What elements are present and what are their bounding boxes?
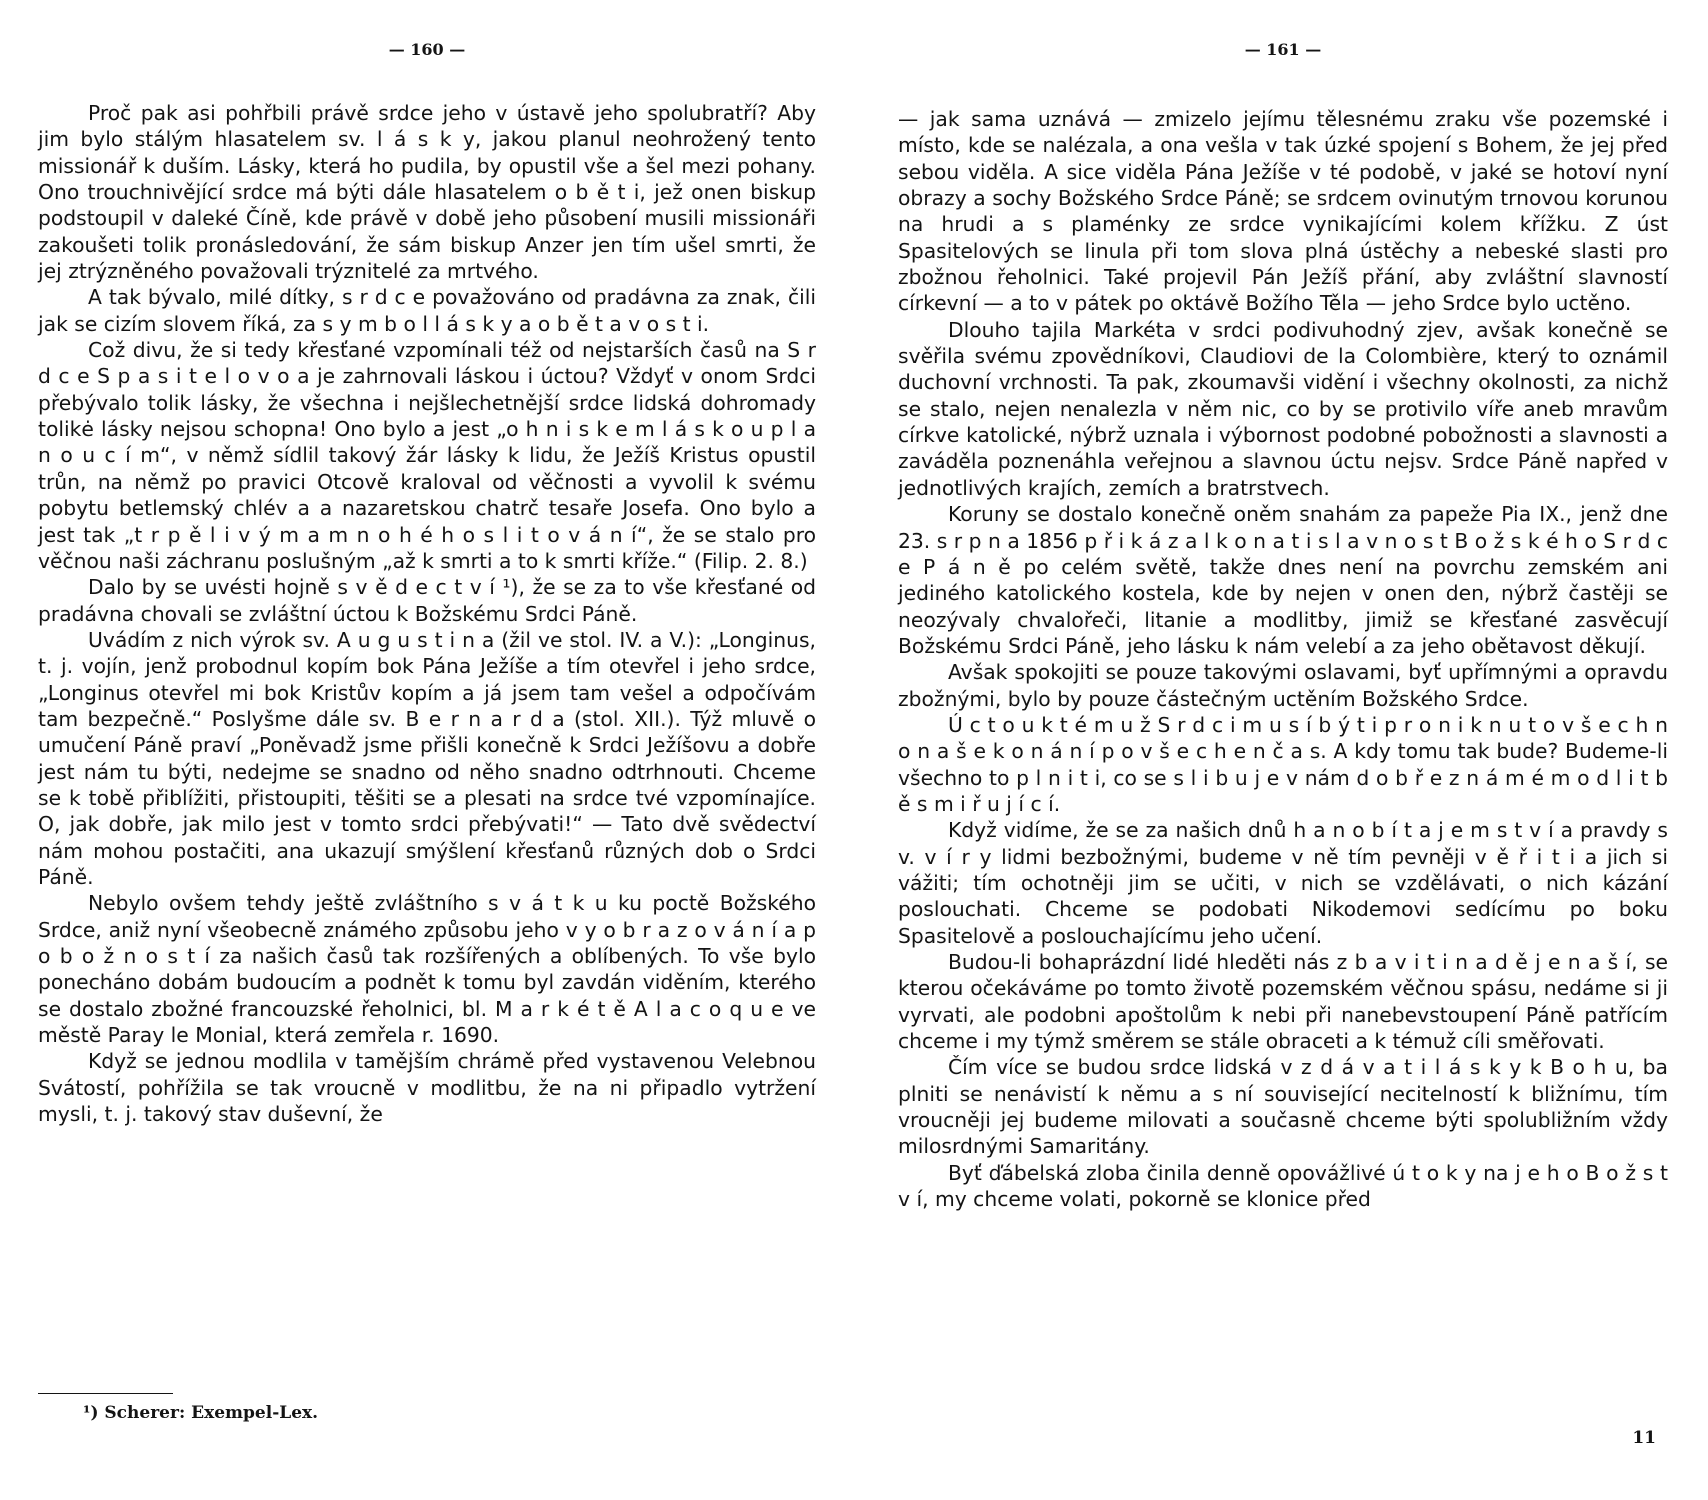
paragraph: Uvádím z nich výrok sv. A u g u s t i n a (žil ve stol. IV. a V.): „Longinus, t. j. vojín, jenž probodnul kopím bok Pána Ježíše a tím otevřel i jeho srdce, „Longinus otevřel mi bok Kristův kopím a já jsem tam vešel a odpočívám tam bezpečně.“ Poslyšme dále sv. B e r n a r d a (stol. XII.). Týž mluvě o umučení Páně praví „Poněvadž jsme přišli konečně k Srdci Ježíšovu a dobře jest nám tu býti, nedejme se snadno od něho snadno odtrhnouti. Chceme se k tobě přiblížiti, přistoupiti, těšiti se a plesati na srdce tvé vzpomínajíce. O, jak dobře, jak milo jest v tomto srdci přebývati!“ — Tato dvě svědectví nám mohou postačiti, ana ukazují smýšlení křesťanů různých dob o Srdci Páně. [38, 627, 816, 889]
right-page [898, 0, 1668, 1500]
paragraph: Čím více se budou srdce lidská v z d á v a t i l á s k y k B o h u, ba plniti se nenávistí k němu a s ní související necitelností k bližnímu, tím vroucněji jej budeme milovati a současně chceme býti spolubližním vždy milosrdnými Samaritány. [898, 1055, 1668, 1159]
paragraph-continued: — jak sama uznává — zmizelo jejímu tělesnému zraku vše pozemské i místo, kde se nalézala, a ona vešla v tak úzké spojení s Bohem, že jej před sebou viděla. A sice viděla Pána Ježíše v té podobě, v jaké se hotoví nyní obrazy a sochy Božského Srdce Páně; se srdcem ovinutým trnovou korunou na hrudi a s plaménky ze srdce vynikajícími kolem křížku. Z úst Spasitelových se linula při tom slova plná ústěchy a nebeské slasti pro zbožnou řeholnici. Také projevil Pán Ježíš přání, aby zvláštní slavností církevní — a to v pátek po oktávě Božího Těla — jeho Srdce bylo uctěno. [898, 107, 1668, 316]
paragraph: Když vidíme, že se za našich dnů h a n o b í t a j e m s t v í a pravdy s v. v í r y lidmi bezbožnými, budeme v ně tím pevněji v ě ř i t i a jich si vážiti; tím ochotněji jim se učiti, v nich se vzdělávati, o nich kázání poslouchati. Chceme se podobati Nikodemovi sedícímu po boku Spasitelově a poslouchajícímu jeho učení. [898, 818, 1668, 948]
paragraph: Byť ďábelská zloba činila denně opovážlivé ú t o k y na j e h o B o ž s t v í, my chceme volati, pokorně se klonice před [898, 1160, 1668, 1212]
paragraph: Nebylo ovšem tehdy ještě zvláštního s v á t k u ku poctě Božského Srdce, aniž nyní všeobecně známého způsobu jeho v y o b r a z o v á n í a p o b o ž n o s t í za našich časů tak rozšířených a oblíbených. To vše bylo ponecháno dobám budoucím a podnět k tomu byl zavdán viděním, kterého se dostalo zbožné francouzské řeholnici, bl. M a r k é t ě A l a c o q u e ve městě Paray le Monial, která zemřela r. 1690. [38, 891, 816, 1048]
paragraph: Dalo by se uvésti hojně s v ě d e c t v í ¹), že se za to vše křesťané od pradávna chovali se zvláštní úctou k Božskému Srdci Páně. [38, 575, 816, 626]
paragraph: Proč pak asi pohřbili právě srdce jeho v ústavě jeho spolubratří? Aby jim bylo stálým hlasatelem sv. l á s k y, jakou planul neohrožený tento missionář k duším. Lásky, která ho pudila, by opustil vše a šel mezi pohany. Ono trouchnivějící srdce má býti dále hlasatelem o b ě t i, jež onen biskup podstoupil v daleké Číně, kde právě v době jeho působení musili missionáři zakoušeti tolik pronásledování, že sám biskup Anzer jen tím ušel smrti, že jej ztrýzněného považovali trýznitelé za mrtvého. [38, 101, 816, 284]
footnote-rule [38, 1393, 173, 1394]
footnote: ¹) Scherer: Exempel-Lex. [83, 1403, 319, 1423]
paragraph: Což divu, že si tedy křesťané vzpomínali též od nejstarších časů na S r d c e S p a s i t e l o v o a je zahrnovali láskou i úctou? Vždyť v onom Srdci přebývalo tolik lásky, že všechna i nejšlechetnější srdce lidská dohromady tolikė lásky nejsou schopna! Ono bylo a jest „o h n i s k e m l á s k o u p l a n o u c í m“, v němž sídlil takový žár lásky k lidu, že Ježíš Kristus opustil trůn, na němž po pravici Otcově kraloval od věčnosti a vyvolil k svému pobytu betlemský chlév a a nazaretskou chatrč tesaře Josefa. Ono bylo a jest tak „t r p ě l i v ý m a m n o h é h o s l i t o v á n í“, že se stalo pro věčnou naši záchranu poslušným „až k smrti a to k smrti kříže.“ (Filip. 2. 8.) [38, 338, 816, 573]
paragraph: Dlouho tajila Markéta v srdci podivuhodný zjev, avšak konečně se svěřila svému zpovědníkovi, Claudiovi de la Colombière, který to oznámil duchovní vrchnosti. Ta pak, zkoumavši vidění i všechny okolnosti, za nichž se stalo, nejen nenalezla v něm nic, co by se protivilo víře aneb mravům církve katolické, nýbrž uznala i výbornost podobné pobožnosti a slavnosti a zaváděla poznenáhla veřejnou a slavnou úctu nejsv. Srdce Páně napřed v jednotlivých krajích, zemích a bratrstvech. [898, 317, 1668, 500]
paragraph: Když se jednou modlila v tamějším chrámě před vystavenou Velebnou Svátostí, pohřížila se tak vroucně v modlitbu, že na ni připadlo vytržení mysli, t. j. takový stav duševní, že [38, 1049, 816, 1127]
page-number: — 161 — [1244, 40, 1322, 59]
paragraph: A tak bývalo, milé dítky, s r d c e považováno od pradávna za znak, čili jak se cizím slovem říká, za s y m b o l l á s k y a o b ě t a v o s t i. [38, 285, 816, 336]
paragraph: Avšak spokojiti se pouze takovými oslavami, byť upřímnými a opravdu zbožnými, bylo by pouze částečným uctěním Božského Srdce. [898, 660, 1668, 711]
left-page [38, 0, 816, 1500]
body-text [38, 100, 816, 1127]
body-text [898, 106, 1668, 1212]
signature-mark: 11 [1632, 1428, 1656, 1448]
paragraph: Budou-li bohaprázdní lidé hleděti nás z b a v i t i n a d ě j e n a š í, se kterou očekáváme po tomto životě pozemském věčnou spásu, nedáme si ji vyrvati, ale podobni apoštolům k nebi při nanebevstoupení Páně patřícím chceme i my týmž směrem se stále obraceti a k témuž cíli směřovati. [898, 950, 1668, 1054]
paragraph: Koruny se dostalo konečně oněm snahám za papeže Pia IX., jenž dne 23. s r p n a 1856 p ř i k á z a l k o n a t i s l a v n o s t B o ž s k é h o S r d c e P á n ě po celém světě, takže dnes není na povrchu zemském ani jediného katolického kostela, kde by nejen v onen den, nýbrž častěji se neozývaly chvalořeči, litanie a modlitby, jimiž se křesťané zasvěcují Božskému Srdci Páně, jeho lásku k nám velebí a za jeho obětavost děkují. [898, 502, 1668, 658]
page-number: — 160 — [388, 40, 466, 59]
paragraph: Ú c t o u k t é m u ž S r d c i m u s í b ý t i p r o n i k n u t o v š e c h n o n a š e k o n á n í p o v š e c h e n č a s. A kdy tomu tak bude? Budeme-li všechno to p l n i t i, co se s l i b u j e v nám d o b ř e z n á m é m o d l i t b ě s m i ř u j í c í. [898, 712, 1668, 816]
